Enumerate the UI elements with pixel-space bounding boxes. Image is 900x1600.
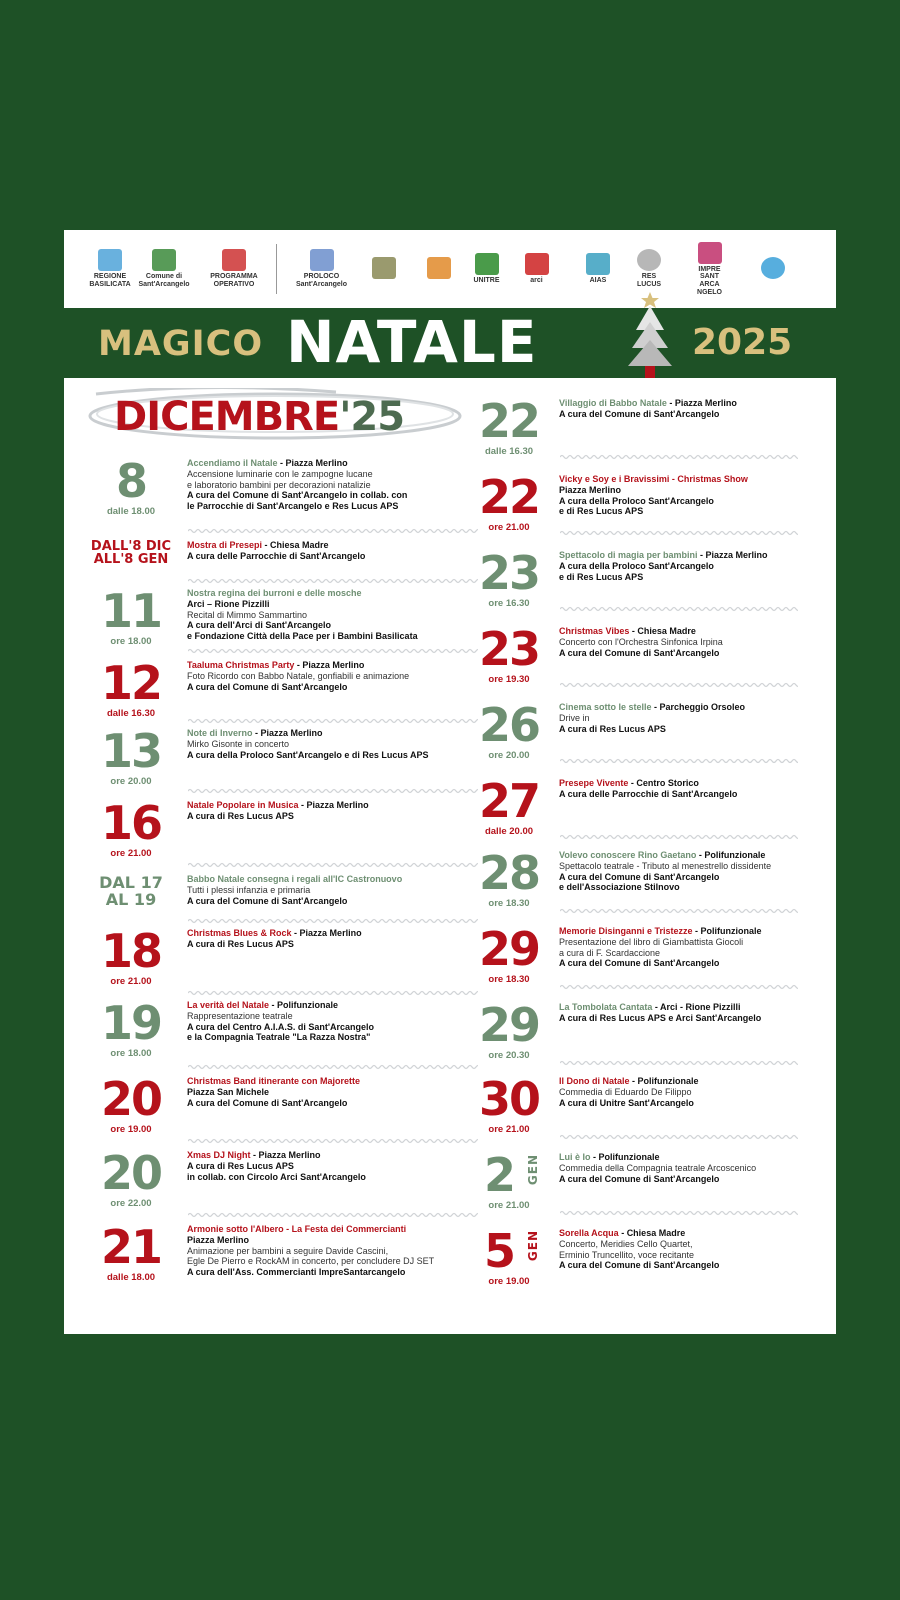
event-time: ore 21.00 (110, 976, 152, 987)
aias-emblem-icon (586, 253, 610, 275)
event-organizer: A cura di Res Lucus APS (187, 1160, 294, 1171)
event-info (559, 1076, 849, 1108)
event-description: Accensione luminarie con le zampogne lucane (187, 468, 373, 479)
arci-logo (509, 240, 564, 298)
event-title: Natale Popolare in Musica (187, 800, 299, 810)
event-time: ore 21.00 (488, 522, 530, 533)
event-organizer: e di Res Lucus APS (559, 506, 644, 517)
event-time: dalle 20.00 (484, 826, 534, 837)
event-time: ore 18.30 (488, 898, 530, 909)
event-day: 29 (478, 922, 539, 976)
event-title: Il Dono di Natale (559, 1076, 630, 1086)
event-title: Presepe Vivente (559, 778, 629, 788)
event-time: ore 21.00 (488, 1124, 530, 1135)
event-title: Villaggio di Babbo Natale (559, 398, 667, 408)
logo-bar (64, 230, 836, 308)
impre-emblem-icon (698, 242, 722, 264)
event-time: ore 16.30 (488, 598, 530, 609)
event-place: Polifunzionale (700, 926, 762, 936)
event-info (559, 850, 849, 893)
event-organizer: A cura di Res Lucus APS (187, 938, 294, 949)
wavy-divider (188, 862, 478, 868)
event-place: Piazza Merlino (306, 800, 369, 810)
proloco-emblem-icon (310, 249, 334, 271)
wavy-divider (560, 984, 798, 990)
event-organizer: A cura del Comune di Sant'Arcangelo (559, 958, 720, 969)
event-day: 22 (478, 470, 539, 524)
event-place: Polifunzionale (277, 1000, 339, 1010)
wavy-divider (188, 788, 478, 794)
event-description: a cura di F. Scardaccione (559, 947, 661, 958)
arci-emblem-icon (525, 253, 549, 275)
wavy-divider (188, 648, 478, 654)
event-organizer: A cura dell'Arci di Sant'Arcangelo (187, 620, 331, 631)
event-description: Erminio Truncellito, voce recitante (559, 1249, 695, 1260)
event-info (559, 550, 849, 582)
event-title: Xmas DJ Night (187, 1150, 251, 1160)
event-title-line (559, 702, 849, 713)
event-day: 19 (100, 996, 161, 1050)
wavy-divider (188, 990, 478, 996)
event-organizer: A cura del Comune di Sant'Arcangelo in collab. con (187, 490, 408, 501)
event-organizer: A cura della Proloco Sant'Arcangelo (559, 495, 714, 506)
event-title: Spettacolo di magia per bambini (559, 550, 698, 560)
event-place: Chiesa Madre (270, 540, 329, 550)
event-description: Commedia di Eduardo De Filippo (559, 1086, 692, 1097)
title-separator: - (277, 458, 286, 468)
event-title: Lui è Io (559, 1152, 591, 1162)
association-logo (354, 240, 414, 298)
event-item (64, 1226, 836, 1296)
event-description: Animazione per bambini a seguire Davide Cascini, (187, 1245, 389, 1256)
event-place: Polifunzionale (704, 850, 766, 860)
event-place: Parcheggio Orsoleo (659, 702, 746, 712)
event-info (559, 474, 849, 517)
title-separator: - (262, 540, 271, 550)
wavy-divider (188, 918, 478, 924)
event-place: Polifunzionale (637, 1076, 699, 1086)
event-day: 23 (478, 622, 539, 676)
christmas-tree-icon (622, 292, 678, 380)
event-organizer: e Fondazione Città della Pace per i Bambini Basilicata (187, 631, 418, 642)
title-year: 2025 (692, 322, 793, 363)
event-description: Concerto, Meridies Cello Quartet, (559, 1238, 693, 1249)
event-organizer: A cura delle Parrocchie di Sant'Arcangelo (559, 788, 738, 799)
association-emblem-icon (372, 257, 396, 279)
wavy-divider (188, 528, 478, 534)
unitre-emblem-icon (475, 253, 499, 275)
event-title-line (559, 550, 849, 561)
event-title: Volevo conoscere Rino Gaetano (559, 850, 697, 860)
title-separator: - (692, 926, 701, 936)
date-range-line: DALL'8 DIC (90, 539, 172, 554)
wavy-divider (560, 682, 798, 688)
event-description: Presentazione del libro di Giambattista Giocoli (559, 936, 744, 947)
event-month-gen: GEN (526, 1154, 540, 1186)
event-title: Babbo Natale consegna i regali all'IC Castronuovo (187, 874, 403, 884)
event-day: 28 (478, 846, 539, 900)
event-title-line (559, 474, 849, 485)
event-place: Piazza San Michele (187, 1086, 270, 1097)
regione-basilicata-emblem-icon (98, 249, 122, 271)
event-organizer: A cura di Res Lucus APS (559, 723, 666, 734)
event-place: Centro Storico (636, 778, 699, 788)
event-day: 26 (478, 698, 539, 752)
event-title: Armonie sotto l'Albero - La Festa dei Commercianti (187, 1224, 407, 1234)
event-time: ore 20.30 (488, 1050, 530, 1061)
event-title-line (559, 1152, 849, 1163)
event-title: Vicky e Soy e i Bravissimi - Christmas Show (559, 474, 748, 484)
event-organizer: le Parrocchie di Sant'Arcangelo e Res Lucus APS (187, 501, 399, 512)
res-lucus-logo (629, 240, 669, 298)
event-day: 16 (100, 796, 161, 850)
event-time: ore 22.00 (110, 1198, 152, 1209)
event-title-line (559, 398, 849, 409)
event-title-line (559, 1228, 849, 1239)
event-title: Christmas Band itinerante con Majorette (187, 1076, 361, 1086)
event-day: 5 (483, 1224, 514, 1278)
event-place: Piazza Merlino (705, 550, 768, 560)
event-organizer: A cura del Comune di Sant'Arcangelo (559, 408, 720, 419)
title-separator: - (651, 702, 660, 712)
event-description: Recital di Mimmo Sammartino (187, 609, 308, 620)
event-title: La verità del Natale (187, 1000, 270, 1010)
event-place: Chiesa Madre (637, 626, 696, 636)
event-place: Piazza Merlino (260, 728, 323, 738)
programma-operativo-logo (194, 240, 274, 298)
event-place: Piazza Merlino (299, 928, 362, 938)
event-day: 12 (100, 656, 161, 710)
event-organizer: A cura delle Parrocchie di Sant'Arcangelo (187, 550, 366, 561)
event-description: e laboratorio bambini per decorazioni natalizie (187, 479, 371, 490)
title-separator: - (629, 1076, 638, 1086)
event-day: 8 (115, 454, 146, 508)
event-description: Concerto con l'Orchestra Sinfonica Irpina (559, 636, 723, 647)
title-banner (64, 308, 836, 378)
event-organizer: in collab. con Circolo Arci Sant'Arcangelo (187, 1171, 366, 1182)
event-day: 13 (100, 724, 161, 778)
title-separator: - (628, 778, 637, 788)
event-time: ore 18.00 (110, 1048, 152, 1059)
event-title: Christmas Blues & Rock (187, 928, 292, 938)
wavy-divider (188, 578, 478, 584)
event-organizer: A cura dell'Ass. Commercianti ImpreSantarcangelo (187, 1267, 406, 1278)
event-day: 20 (100, 1146, 161, 1200)
wavy-divider (560, 454, 798, 460)
wavy-divider (560, 834, 798, 840)
event-info (559, 778, 849, 800)
event-time: ore 21.00 (110, 848, 152, 859)
title-magico: MAGICO (98, 324, 264, 364)
event-place: Chiesa Madre (626, 1228, 686, 1238)
event-time: dalle 18.00 (106, 1272, 156, 1283)
aias-logo (569, 240, 627, 298)
wavy-divider (560, 908, 798, 914)
programma-operativo-emblem-icon (222, 249, 246, 271)
unitre-logo-text: UNITRE (473, 277, 500, 285)
event-time: ore 20.00 (488, 750, 530, 761)
event-title-line (559, 626, 849, 637)
event-month-gen: GEN (526, 1230, 540, 1262)
regione-basilicata-logo (82, 240, 138, 298)
event-day: 22 (478, 394, 539, 448)
event-description: Commedia della Compagnia teatrale Arcoscenico (559, 1162, 757, 1173)
event-time: ore 19.00 (110, 1124, 152, 1135)
event-title: Cinema sotto le stelle (559, 702, 652, 712)
event-place: Piazza Merlino (285, 458, 348, 468)
title-separator: - (696, 850, 705, 860)
event-time: dalle 18.00 (106, 506, 156, 517)
event-organizer: A cura del Comune di Sant'Arcangelo (187, 1097, 348, 1108)
title-separator: - (618, 1228, 627, 1238)
proloco-logo (294, 240, 349, 298)
event-time: dalle 16.30 (106, 708, 156, 719)
event-place: Piazza Merlino (258, 1150, 321, 1160)
event-info (559, 1228, 849, 1271)
event-place: Piazza Merlino (674, 398, 737, 408)
event-day: 18 (100, 924, 161, 978)
fondazione-emblem-icon (427, 257, 451, 279)
event-info (559, 1002, 849, 1024)
wavy-divider (560, 758, 798, 764)
event-organizer: A cura del Comune di Sant'Arcangelo (559, 1260, 720, 1271)
event-description: Egle De Pierro e RockAM in concerto, per concludere DJ SET (187, 1256, 435, 1267)
date-range-line: AL 19 (105, 890, 157, 909)
event-description: Drive in (559, 712, 590, 723)
comune-santarcangelo-logo (138, 240, 190, 298)
event-organizer: A cura di Unitre Sant'Arcangelo (559, 1097, 694, 1108)
event-title-line (559, 1076, 849, 1087)
title-separator: - (250, 1150, 259, 1160)
date-range-line: ALL'8 GEN (93, 552, 169, 567)
month-year: '25 (339, 394, 405, 440)
event-organizer: A cura della Proloco Sant'Arcangelo e di Res Lucus APS (187, 749, 429, 760)
wavy-divider (188, 1138, 478, 1144)
event-place: Arci – Rione Pizzilli (187, 598, 270, 609)
event-organizer: A cura del Centro A.I.A.S. di Sant'Arcangelo (187, 1021, 375, 1032)
event-info (559, 398, 849, 420)
event-organizer: e dell'Associazione Stilnovo (559, 882, 680, 893)
event-organizer: A cura della Proloco Sant'Arcangelo (559, 560, 714, 571)
event-place: Arci - Rione Pizzilli (660, 1002, 741, 1012)
event-description: Tutti i plessi infanzia e primaria (187, 884, 311, 895)
comune-santarcangelo-emblem-icon (152, 249, 176, 271)
event-title: Memorie Disinganni e Tristezze (559, 926, 693, 936)
event-title: Taaluma Christmas Party (187, 660, 295, 670)
event-description: Mirko Gisonte in concerto (187, 738, 290, 749)
aias-logo-text: AIAS (589, 277, 607, 285)
title-separator: - (252, 728, 261, 738)
event-title: Note di Inverno (187, 728, 253, 738)
wavy-divider (560, 1134, 798, 1140)
event-title-line (559, 778, 849, 789)
event-day: 29 (478, 998, 539, 1052)
event-title: Christmas Vibes (559, 626, 630, 636)
event-info (559, 702, 849, 734)
event-place: Piazza Merlino (302, 660, 365, 670)
title-natale: NATALE (286, 308, 538, 376)
event-day: 21 (100, 1220, 161, 1274)
proloco-logo-text: PROLOCO Sant'Arcangelo (295, 273, 348, 288)
event-title-line (559, 1002, 849, 1013)
wavy-divider (560, 1060, 798, 1066)
wavy-divider (188, 1064, 478, 1070)
event-time: ore 19.30 (488, 674, 530, 685)
title-separator: - (666, 398, 675, 408)
title-separator: - (294, 660, 303, 670)
programma-operativo-logo-text: PROGRAMMA OPERATIVO (210, 273, 258, 288)
event-place: Polifunzionale (598, 1152, 660, 1162)
event-title-line (559, 850, 849, 861)
res-lucus-logo-text: RES LUCUS (636, 273, 662, 288)
wavy-divider (560, 530, 798, 536)
title-separator: - (652, 1002, 661, 1012)
round-logo (746, 240, 800, 298)
event-day: 20 (100, 1072, 161, 1126)
res-lucus-emblem-icon (637, 249, 661, 271)
impre-logo-text: IMPRE SANT ARCA NGELO (697, 265, 722, 296)
event-organizer: e la Compagnia Teatrale "La Razza Nostra" (187, 1032, 371, 1043)
regione-basilicata-logo-text: REGIONE BASILICATA (89, 273, 131, 288)
event-time: ore 20.00 (110, 776, 152, 787)
event-title: Accendiamo il Natale (187, 458, 278, 468)
event-place: Piazza Merlino (187, 1234, 250, 1245)
event-organizer: A cura del Comune di Sant'Arcangelo (559, 647, 720, 658)
event-info (559, 1152, 849, 1184)
event-organizer: A cura di Res Lucus APS (187, 810, 294, 821)
title-separator: - (697, 550, 706, 560)
event-time: ore 18.30 (488, 974, 530, 985)
title-separator: - (291, 928, 300, 938)
unitre-logo (469, 240, 504, 298)
wavy-divider (560, 606, 798, 612)
event-description: Rappresentazione teatrale (187, 1010, 293, 1021)
comune-santarcangelo-logo-text: Comune di Sant'Arcangelo (138, 273, 190, 288)
event-day: 27 (478, 774, 539, 828)
event-title: Sorella Acqua (559, 1228, 619, 1238)
logo-divider (276, 244, 277, 294)
fondazione-logo (419, 240, 459, 298)
wavy-divider (188, 1212, 478, 1218)
event-description: Spettacolo teatrale - Tributo al menestrello dissidente (559, 860, 772, 871)
event-title: Mostra di Presepi (187, 540, 263, 550)
month-name: DICEMBRE (114, 394, 340, 440)
event-day: 23 (478, 546, 539, 600)
title-separator: - (269, 1000, 278, 1010)
event-time: ore 18.00 (110, 636, 152, 647)
event-place: Piazza Merlino (559, 484, 622, 495)
event-time: dalle 16.30 (484, 446, 534, 457)
event-organizer: A cura del Comune di Sant'Arcangelo (187, 895, 348, 906)
event-day: 30 (478, 1072, 539, 1126)
calendar-panel (64, 378, 836, 1334)
event-description: Foto Ricordo con Babbo Natale, gonfiabili e animazione (187, 670, 410, 681)
event-info (559, 626, 849, 658)
event-title-line (559, 926, 849, 937)
title-separator: - (629, 626, 638, 636)
event-organizer: A cura del Comune di Sant'Arcangelo (559, 1173, 720, 1184)
title-separator: - (590, 1152, 599, 1162)
event-info (559, 926, 849, 969)
event-title: Nostra regina dei burroni e delle mosche (187, 588, 362, 598)
title-separator: - (298, 800, 307, 810)
wavy-divider (188, 718, 478, 724)
wavy-divider (560, 1210, 798, 1216)
round-emblem-icon (761, 257, 785, 279)
event-day: 2 (483, 1148, 514, 1202)
event-title: La Tombolata Cantata (559, 1002, 653, 1012)
arci-logo-text: arci (530, 277, 543, 285)
impre-logo (682, 240, 737, 298)
event-organizer: A cura di Res Lucus APS e Arci Sant'Arcangelo (559, 1012, 762, 1023)
event-time: ore 21.00 (488, 1200, 530, 1211)
event-organizer: A cura del Comune di Sant'Arcangelo (559, 871, 720, 882)
event-time: ore 19.00 (488, 1276, 530, 1287)
event-organizer: e di Res Lucus APS (559, 571, 644, 582)
date-range-line: DAL 17 (99, 873, 163, 892)
event-day: 11 (100, 584, 161, 638)
event-organizer: A cura del Comune di Sant'Arcangelo (187, 681, 348, 692)
